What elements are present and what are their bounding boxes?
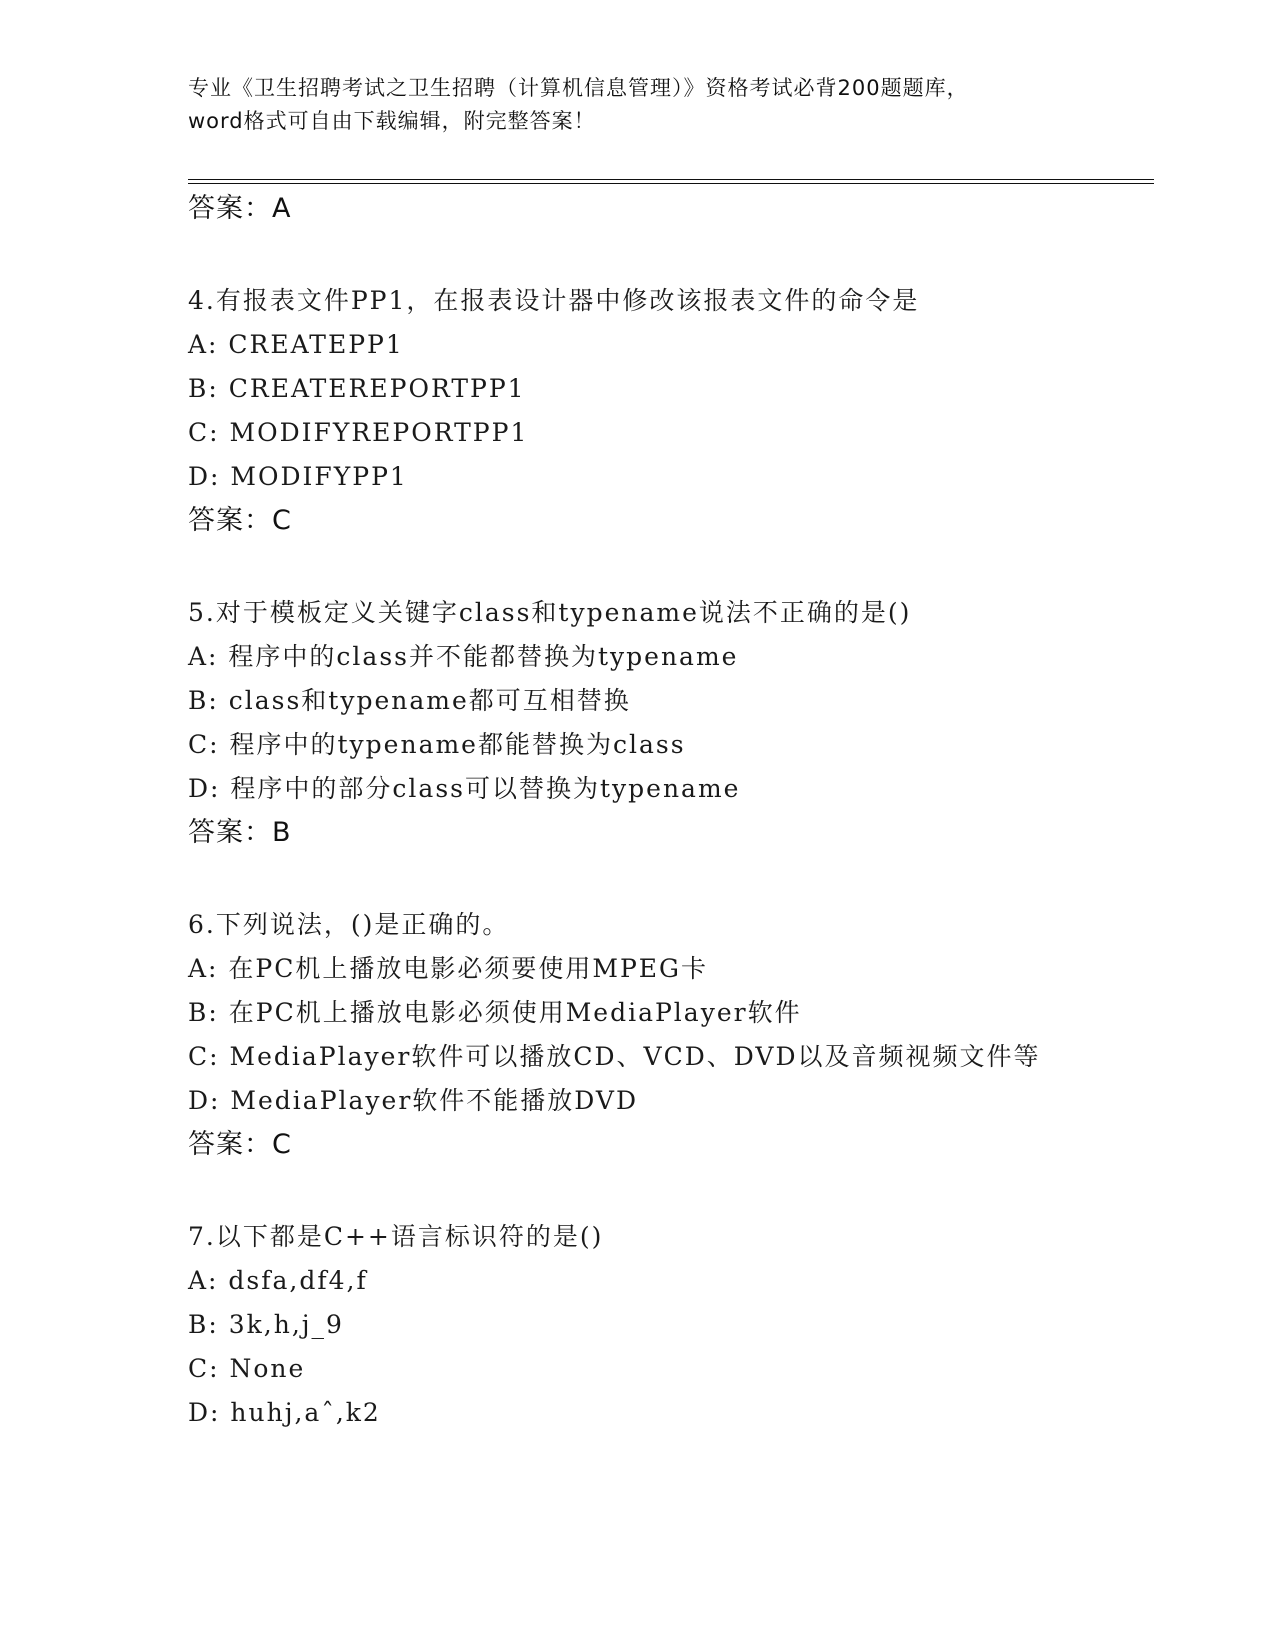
question-5-option-c: C: 程序中的typename都能替换为class [188, 730, 686, 759]
answer-q6: 答案：C [188, 1129, 292, 1160]
answer-q5: 答案：B [188, 817, 292, 848]
header-title-line-1: 专业《卫生招聘考试之卫生招聘（计算机信息管理）》资格考试必背200题题库， [188, 76, 969, 100]
question-6-stem: 6.下列说法，()是正确的。 [188, 910, 510, 939]
question-7-option-b: B: 3k,h,j_9 [188, 1310, 344, 1339]
question-6-option-b: B: 在PC机上播放电影必须使用MediaPlayer软件 [188, 998, 802, 1027]
question-5-option-d: D: 程序中的部分class可以替换为typename [188, 774, 741, 803]
answer-q4: 答案：C [188, 505, 292, 536]
header-title-line-2: word格式可自由下载编辑，附完整答案！ [188, 109, 596, 133]
question-7-stem: 7.以下都是C++语言标识符的是() [188, 1222, 604, 1251]
question-5-option-b: B: class和typename都可互相替换 [188, 686, 631, 715]
question-6-option-a: A: 在PC机上播放电影必须要使用MPEG卡 [188, 954, 709, 983]
document-header [188, 72, 1088, 138]
question-7-option-a: A: dsfa,df4,f [188, 1266, 368, 1295]
answer-q3: 答案：A [188, 193, 292, 224]
question-6-option-d: D: MediaPlayer软件不能播放DVD [188, 1086, 639, 1115]
question-4-stem: 4.有报表文件PP1，在报表设计器中修改该报表文件的命令是 [188, 286, 920, 315]
header-divider-top [188, 179, 1154, 180]
question-7-option-d: D: huhj,aˆ,k2 [188, 1398, 381, 1427]
question-7-option-c: C: None [188, 1354, 306, 1383]
question-6-option-c: C: MediaPlayer软件可以播放CD、VCD、DVD以及音频视频文件等 [188, 1042, 1041, 1071]
header-divider-bottom [188, 183, 1154, 184]
question-4-option-c: C: MODIFYREPORTPP1 [188, 418, 529, 447]
question-5-option-a: A: 程序中的class并不能都替换为typename [188, 642, 739, 671]
question-4-option-a: A: CREATEPP1 [188, 330, 404, 359]
question-4-option-d: D: MODIFYPP1 [188, 462, 408, 491]
question-5-stem: 5.对于模板定义关键字class和typename说法不正确的是() [188, 598, 912, 627]
question-4-option-b: B: CREATEREPORTPP1 [188, 374, 526, 403]
